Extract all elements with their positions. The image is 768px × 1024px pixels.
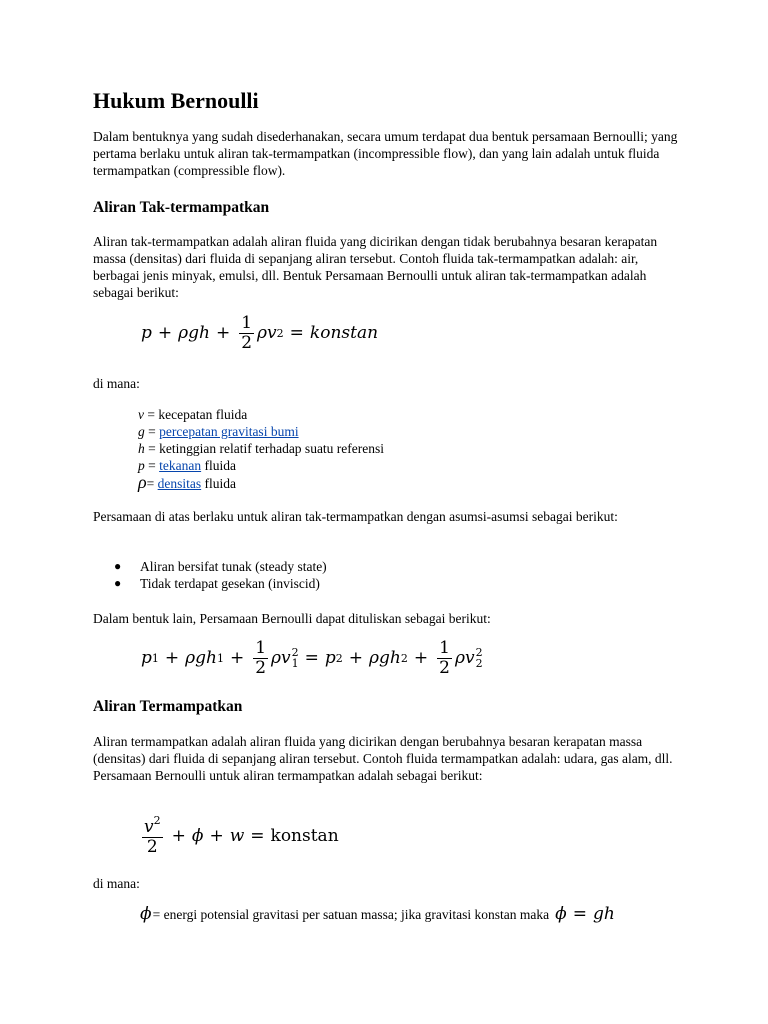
where-label-2: di mana: <box>93 876 140 891</box>
bernoulli-equation-two-points: p 1 + ρgh 1 + $\frac{1}{2}$ ρv 2 1 = p 2 + ρgh 2 + $\frac{1}{2}$ ρv 2 2 <box>141 638 483 678</box>
definition-p: p = tekanan fluida <box>138 458 236 473</box>
other-form-intro: Dalam bentuk lain, Persamaan Bernoulli dapat dituliskan sebagai berikut: <box>93 611 491 626</box>
definition-v: v = kecepatan fluida <box>138 407 248 422</box>
assumption-list <box>93 558 327 592</box>
link-percepatan-gravitasi[interactable]: percepatan gravitasi bumi <box>159 424 299 439</box>
link-tekanan[interactable]: tekanan <box>159 458 202 473</box>
section-heading-compressible: Aliran Termampatkan <box>93 698 243 715</box>
definition-rho: ρ= densitas fluida <box>138 472 237 492</box>
definition-phi: ϕ = energi potensial gravitasi per satuan massa; jika gravitasi konstan maka ϕ = gh <box>140 904 615 924</box>
assumption-intro: Persamaan di atas berlaku untuk aliran tak-termampatkan dengan asumsi-asumsi sebagai berikut: <box>93 509 618 524</box>
where-label-1: di mana: <box>93 376 140 391</box>
link-densitas[interactable]: densitas <box>157 476 202 491</box>
definition-h: h = ketinggian relatif terhadap suatu referensi <box>138 441 385 456</box>
section-heading-incompressible: Aliran Tak-termampatkan <box>93 199 270 216</box>
compressible-paragraph: Aliran termampatkan adalah aliran fluida yang dicirikan dengan berubahnya besaran kerapatan massa (densitas) dari fluida di sepanjang aliran tersebut. Contoh fluida termampatkan adalah: udara, gas alam, dll. Persamaan Bernoulli untuk aliran termampatkan adalah sebagai berikut: <box>93 734 673 783</box>
list-item: ● Tidak terdapat gesekan (inviscid) <box>114 576 320 591</box>
page-title: Hukum Bernoulli <box>93 88 259 113</box>
bernoulli-equation-incompressible: p + ρgh + $\frac{1}{2}$ ρv 2 = konstan <box>141 313 379 353</box>
definition-g: g = percepatan gravitasi bumi <box>138 424 299 439</box>
bernoulli-equation-compressible: $\frac{v^2}{2}$ + ϕ + w = konstan <box>144 814 339 857</box>
incompressible-paragraph: Aliran tak-termampatkan adalah aliran fluida yang dicirikan dengan tidak berubahnya besaran kerapatan massa (densitas) dari fluida di sepanjang aliran tersebut. Contoh fluida tak-termampatkan adalah: air, berbagai jenis minyak, emulsi, dll. Bentuk Persamaan Bernoulli untuk aliran tak-termampatkan adalah sebagai berikut: <box>93 234 658 300</box>
list-item: ● Aliran bersifat tunak (steady state) <box>114 559 327 574</box>
intro-paragraph: Dalam bentuknya yang sudah disederhanakan, secara umum terdapat dua bentuk persamaan Bernoulli; yang pertama berlaku untuk aliran tak-termampatkan (incompressible flow), dan yang lain adalah untuk fluida termampatkan (compressible flow). <box>93 129 678 178</box>
